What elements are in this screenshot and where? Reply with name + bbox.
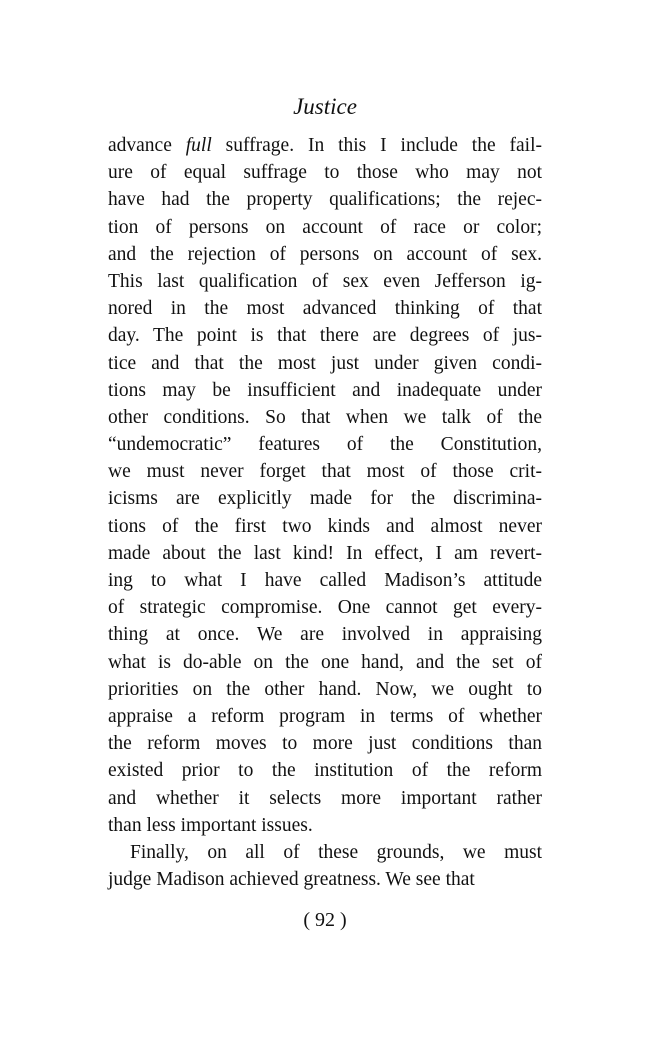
body-text <box>108 132 542 893</box>
text-line: “undemocratic” features of the Constitution, <box>108 434 542 456</box>
text-line: Finally, on all of these grounds, we must <box>130 841 542 863</box>
running-head: Justice <box>293 94 357 119</box>
text-line: priorities on the other hand. Now, we ought to <box>108 678 542 700</box>
text-line: This last qualification of sex even Jefferson ig- <box>108 270 542 292</box>
italic-word: full <box>185 135 212 156</box>
text-line: existed prior to the institution of the reform <box>108 760 542 782</box>
text-line: of strategic compromise. One cannot get every- <box>108 597 542 619</box>
text-line: other conditions. So that when we talk of the <box>108 406 542 428</box>
text-line: icisms are explicitly made for the discrimina- <box>108 488 542 510</box>
text-line <box>108 132 542 159</box>
text-line: tions may be insufficient and inadequate under <box>108 379 542 401</box>
text-line: ure of equal suffrage to those who may not <box>108 162 542 184</box>
page-number: ( 92 ) <box>303 909 347 931</box>
text-line: tion of persons on account of race or color; <box>108 216 542 238</box>
text-line: day. The point is that there are degrees of jus- <box>108 325 542 347</box>
text-line: what is do-able on the one hand, and the set of <box>108 651 542 673</box>
text-line: and the rejection of persons on account of sex. <box>108 243 542 265</box>
text-line: ing to what I have called Madison’s attitude <box>108 570 542 591</box>
text-line: nored in the most advanced thinking of that <box>108 298 542 320</box>
text-line: have had the property qualifications; the rejec- <box>108 189 542 211</box>
text-line: thing at once. We are involved in appraising <box>108 624 542 646</box>
text-line: judge Madison achieved greatness. We see that <box>108 869 475 891</box>
text-line: the reform moves to more just conditions than <box>108 733 542 755</box>
text-line: than less important issues. <box>108 814 313 836</box>
text-line: we must never forget that most of those crit- <box>108 461 542 483</box>
text-line: appraise a reform program in terms of whether <box>108 705 542 727</box>
text-fragment: suffrage. In this I include the fail- <box>211 135 542 156</box>
text-line: and whether it selects more important rather <box>108 787 542 809</box>
text-line: tions of the first two kinds and almost never <box>108 515 542 537</box>
text-line: made about the last kind! In effect, I am revert- <box>108 542 542 564</box>
text-line: tice and that the most just under given condi- <box>108 352 542 374</box>
text-fragment: advance <box>108 135 186 156</box>
